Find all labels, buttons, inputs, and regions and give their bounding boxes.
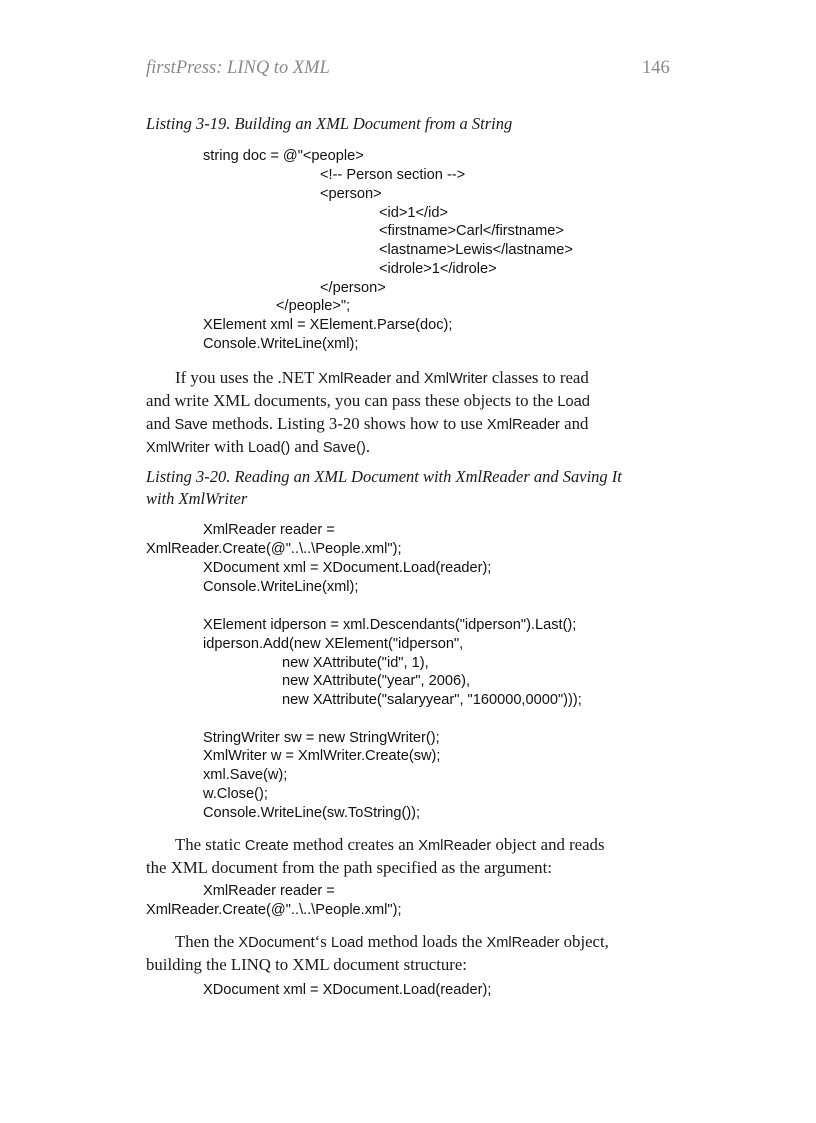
code-line: <!-- Person section --> — [320, 167, 466, 183]
code-line: XDocument xml = XDocument.Load(reader); — [203, 982, 492, 998]
code-line: Console.WriteLine(sw.ToString()); — [203, 805, 421, 821]
code-line: XmlReader reader = — [203, 883, 335, 899]
code-line: w.Close(); — [203, 786, 268, 802]
code-line: new XAttribute("year", 2006), — [282, 673, 471, 689]
code-line: XDocument xml = XDocument.Load(reader); — [203, 560, 492, 576]
code-line: new XAttribute("salaryyear", "160000,0000"))); — [282, 692, 582, 708]
code-line: <lastname>Lewis</lastname> — [379, 242, 573, 258]
body-paragraph: If you uses the .NET XmlReader and XmlWriter classes to read and write XML documents, you can pass these objects to the Load and Save methods. Listing 3-20 shows how to use XmlReader and XmlWriter with Load() and Save(). — [146, 368, 590, 456]
code-line: <firstname>Carl</firstname> — [379, 223, 564, 239]
code-line: </people>"; — [276, 298, 351, 314]
code-line: Console.WriteLine(xml); — [203, 336, 359, 352]
code-line: string doc = @"<people> — [203, 148, 364, 164]
running-header-title: firstPress: LINQ to XML — [146, 58, 330, 78]
code-line: XElement idperson = xml.Descendants("idperson").Last(); — [203, 617, 577, 633]
page-number: 146 — [642, 58, 670, 78]
code-line: XmlWriter w = XmlWriter.Create(sw); — [203, 748, 441, 764]
code-line: <person> — [320, 186, 382, 202]
code-line: StringWriter sw = new StringWriter(); — [203, 730, 440, 746]
listing-3-20-caption-cont: with XmlWriter — [146, 489, 248, 508]
listing-3-19-caption: Listing 3-19. Building an XML Document from a String — [146, 114, 513, 133]
code-line: XElement xml = XElement.Parse(doc); — [203, 317, 453, 333]
code-line: Console.WriteLine(xml); — [203, 579, 359, 595]
code-line: </person> — [320, 280, 386, 296]
body-paragraph: The static Create method creates an XmlReader object and reads the XML document from the path specified as the argument: — [146, 835, 605, 877]
code-line: XmlReader reader = — [203, 522, 335, 538]
code-line: <id>1</id> — [379, 205, 448, 221]
code-line: XmlReader.Create(@"..\..\People.xml"); — [146, 902, 402, 918]
listing-3-20-caption: Listing 3-20. Reading an XML Document with XmlReader and Saving It — [146, 467, 622, 486]
code-line: idperson.Add(new XElement("idperson", — [203, 636, 464, 652]
code-line: XmlReader.Create(@"..\..\People.xml"); — [146, 541, 402, 557]
body-paragraph: Then the XDocument‘s Load method loads the XmlReader object, building the LINQ to XML document structure: — [146, 932, 609, 974]
code-line: xml.Save(w); — [203, 767, 288, 783]
code-line: <idrole>1</idrole> — [379, 261, 497, 277]
code-line: new XAttribute("id", 1), — [282, 655, 429, 671]
